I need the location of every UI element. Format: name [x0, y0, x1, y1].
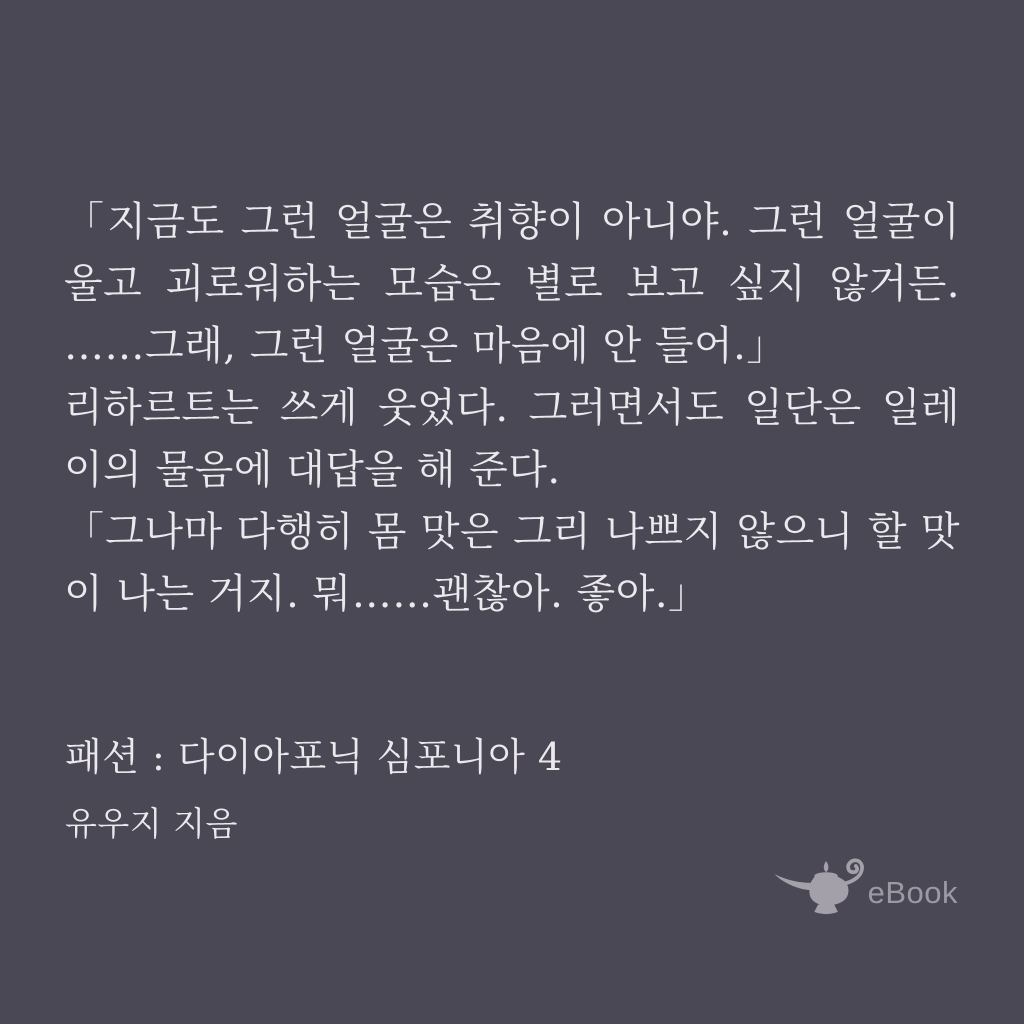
- quote-line: 「그나마 다행히 몸 맛은 그리 나쁘지 않으니 할 맛: [64, 509, 960, 555]
- book-title: 패션 : 다이아포닉 심포니아 4: [65, 735, 563, 779]
- quote-line: 리하르트는 쓰게 웃었다. 그러면서도 일단은 일레: [64, 385, 960, 431]
- quote-line: ……그래, 그런 얼굴은 마음에 안 들어.」: [64, 323, 787, 369]
- genie-lamp-icon: [772, 853, 874, 915]
- quote-line: 이 나는 거지. 뭐……괜찮아. 좋아.」: [64, 571, 709, 617]
- book-author: 유우지 지음: [65, 804, 238, 843]
- quote-line: 이의 물음에 대답을 해 준다.: [64, 447, 561, 493]
- ebook-logo: [772, 853, 958, 915]
- quote-line: 「지금도 그런 얼굴은 취향이 아니야. 그런 얼굴이: [64, 199, 960, 245]
- quote-line: 울고 괴로워하는 모습은 별로 보고 싶지 않거든.: [64, 261, 960, 307]
- quote-text: [64, 191, 960, 625]
- ebook-logo-label: eBook: [867, 875, 958, 910]
